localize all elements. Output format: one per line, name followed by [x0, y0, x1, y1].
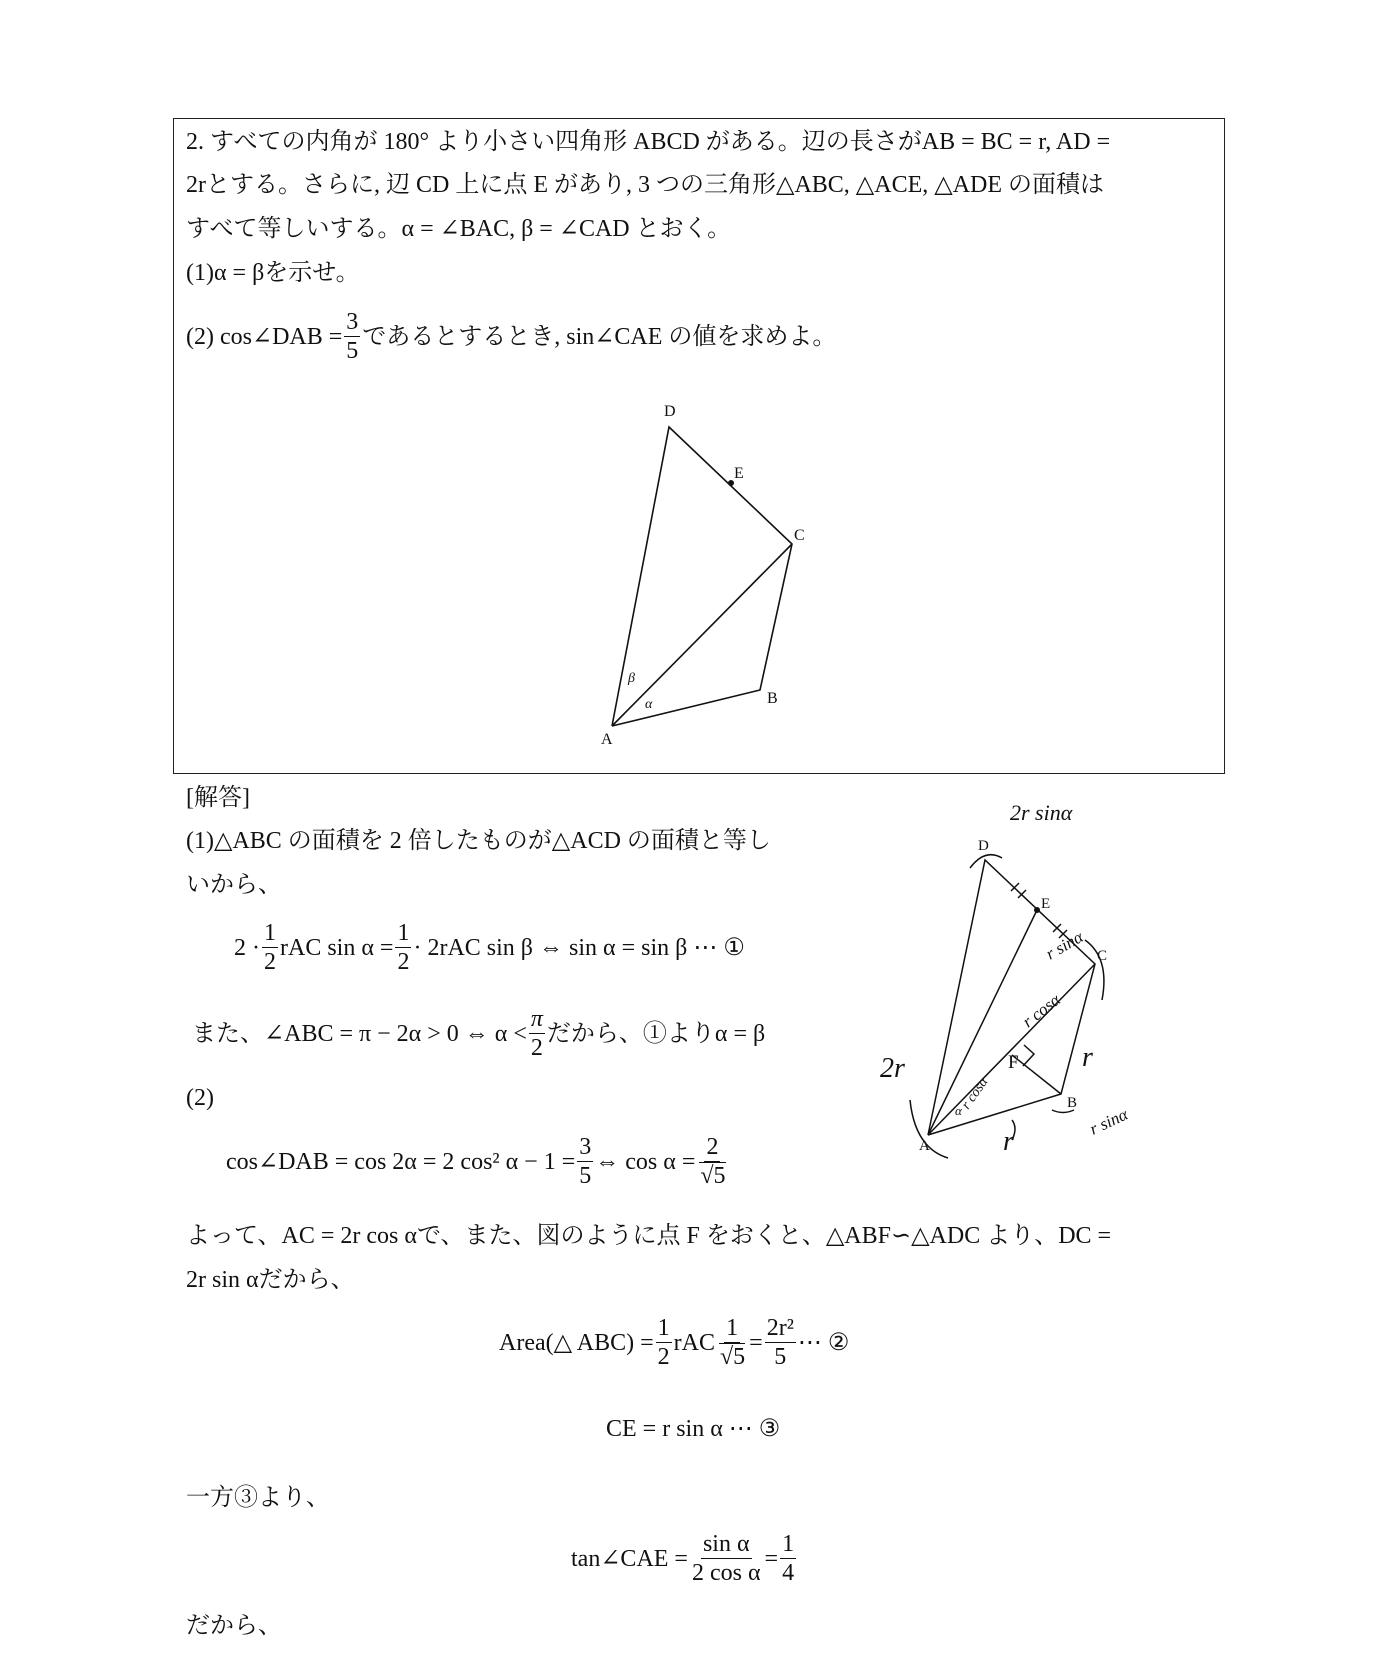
- eq2-prefix: また、∠ABC = π − 2α > 0 ⇔ α <: [192, 1020, 527, 1047]
- handwritten-r-cos-left: r cosα: [958, 1075, 992, 1113]
- eq4-prefix: Area(△ ABC) =: [499, 1329, 654, 1356]
- sketch-line-ae: [928, 910, 1037, 1135]
- eq1-f2-den: 2: [397, 949, 410, 975]
- handwritten-2r: 2r: [880, 1053, 905, 1084]
- label-alpha: α: [645, 697, 653, 712]
- q2-fraction-num: 3: [346, 309, 359, 335]
- label-c: C: [794, 527, 805, 544]
- eq4-f2-den-text: √5: [719, 1344, 746, 1370]
- handwritten-2r-sin: 2r sinα: [1010, 800, 1073, 825]
- eq3-f2-den-text: √5: [700, 1163, 726, 1189]
- solution-heading: [解答]: [186, 785, 250, 811]
- eq6-f2-den: 4: [782, 1560, 795, 1586]
- eq1-part3: · 2rAC sin β ⇔ sin α = sin β ⋯ ①: [413, 934, 745, 961]
- eq2-suffix: だから、①よりα = β: [546, 1020, 766, 1047]
- eq4-equals: =: [749, 1329, 763, 1356]
- eq4-f3-num: 2r²: [766, 1315, 794, 1341]
- eq1-f1-num: 1: [264, 920, 276, 946]
- eq3-f2-num: 2: [706, 1134, 719, 1160]
- sketch-label-b: B: [1067, 1095, 1078, 1111]
- handwritten-r-sin-top: r sinα: [1042, 927, 1087, 964]
- problem-line-2: 2rとする。さらに, 辺 CD 上に点 E があり, 3 つの三角形△ABC, △ACE, △ADE の面積は: [186, 172, 1105, 198]
- eq4-f2-num: 1: [726, 1315, 739, 1341]
- part1-line-1: (1)△ABC の面積を 2 倍したものが△ACD の面積と等し: [186, 828, 771, 854]
- eq3-prefix: cos∠DAB = cos 2α = 2 cos² α − 1 =: [226, 1148, 576, 1175]
- sketch-label-a: A: [919, 1138, 930, 1154]
- q2-suffix: であるとするとき, sin∠CAE の値を求めよ。: [362, 323, 837, 350]
- eq4-f3-den: 5: [774, 1344, 787, 1370]
- question-1: (1)α = βを示せ。: [186, 260, 360, 286]
- eq2-num: π: [530, 1006, 543, 1032]
- label-d: D: [664, 403, 676, 420]
- eq1-part2: rAC sin α =: [280, 934, 394, 961]
- part2-label: (2): [186, 1085, 214, 1111]
- label-b: B: [767, 690, 778, 707]
- label-a: A: [601, 731, 613, 748]
- q2-prefix: (2) cos∠DAB =: [186, 323, 343, 350]
- eq6-prefix: tan∠CAE =: [571, 1545, 688, 1572]
- text-line-3: 一方③より、: [186, 1485, 330, 1511]
- eq3-mid: ⇔ cos α =: [595, 1148, 696, 1175]
- label-beta: β: [628, 671, 635, 686]
- handwritten-r-right: r: [1082, 1042, 1093, 1073]
- sketch-label-c: C: [1097, 948, 1108, 964]
- handwritten-r-sin-right: r sinα: [1086, 1104, 1131, 1139]
- eq4-suffix: ⋯ ②: [797, 1329, 850, 1356]
- handwritten-r-bottom: r: [1003, 1126, 1014, 1157]
- equation-5: CE = r sin α ⋯ ③: [606, 1416, 781, 1442]
- text-line-4: だから、: [186, 1613, 282, 1639]
- sketch-label-e: E: [1041, 896, 1051, 912]
- label-e: E: [734, 465, 744, 482]
- text-line-2: 2r sin αだから、: [186, 1267, 355, 1293]
- eq6-f1-den: 2 cos α: [691, 1560, 761, 1586]
- right-angle-mark: [1023, 1045, 1034, 1066]
- sketch-label-alpha: α: [955, 1103, 962, 1118]
- eq1-f1-den: 2: [264, 949, 276, 975]
- problem-line-3: すべて等しいする。α = ∠BAC, β = ∠CAD とおく。: [186, 216, 732, 242]
- eq2-den: 2: [530, 1035, 543, 1061]
- eq1-part1: 2 ·: [234, 934, 260, 961]
- eq3-f1-den: 5: [579, 1163, 592, 1189]
- sketch-point-e-dot: [1034, 907, 1040, 913]
- eq4-mid: rAC: [673, 1329, 715, 1356]
- sketch-line-bf: [1012, 1055, 1061, 1094]
- eq4-f1-den: 2: [657, 1344, 670, 1370]
- part1-line-2: いから、: [186, 872, 282, 898]
- sketch-label-d: D: [978, 838, 989, 854]
- sketch-quadrilateral: [928, 860, 1095, 1135]
- handwritten-r-cos: r cosα: [1018, 990, 1064, 1032]
- text-line-1: よって、AC = 2r cos αで、また、図のように点 F をおくと、△ABF∽△ADC より、DC =: [186, 1223, 1112, 1249]
- eq1-f2-num: 1: [397, 920, 410, 946]
- eq6-equals: =: [764, 1545, 779, 1572]
- eq3-f1-num: 3: [579, 1134, 592, 1160]
- q2-fraction-den: 5: [346, 338, 359, 364]
- tick-mark-1: [1011, 883, 1019, 891]
- problem-line-1: 2. すべての内角が 180° より小さい四角形 ABCD がある。辺の長さがAB = BC = r, AD =: [186, 129, 1111, 155]
- eq6-f2-num: 1: [782, 1531, 795, 1557]
- eq4-f1-num: 1: [657, 1315, 670, 1341]
- handwritten-label-f: F: [1008, 1052, 1019, 1073]
- eq6-f1-num: sin α: [702, 1531, 750, 1557]
